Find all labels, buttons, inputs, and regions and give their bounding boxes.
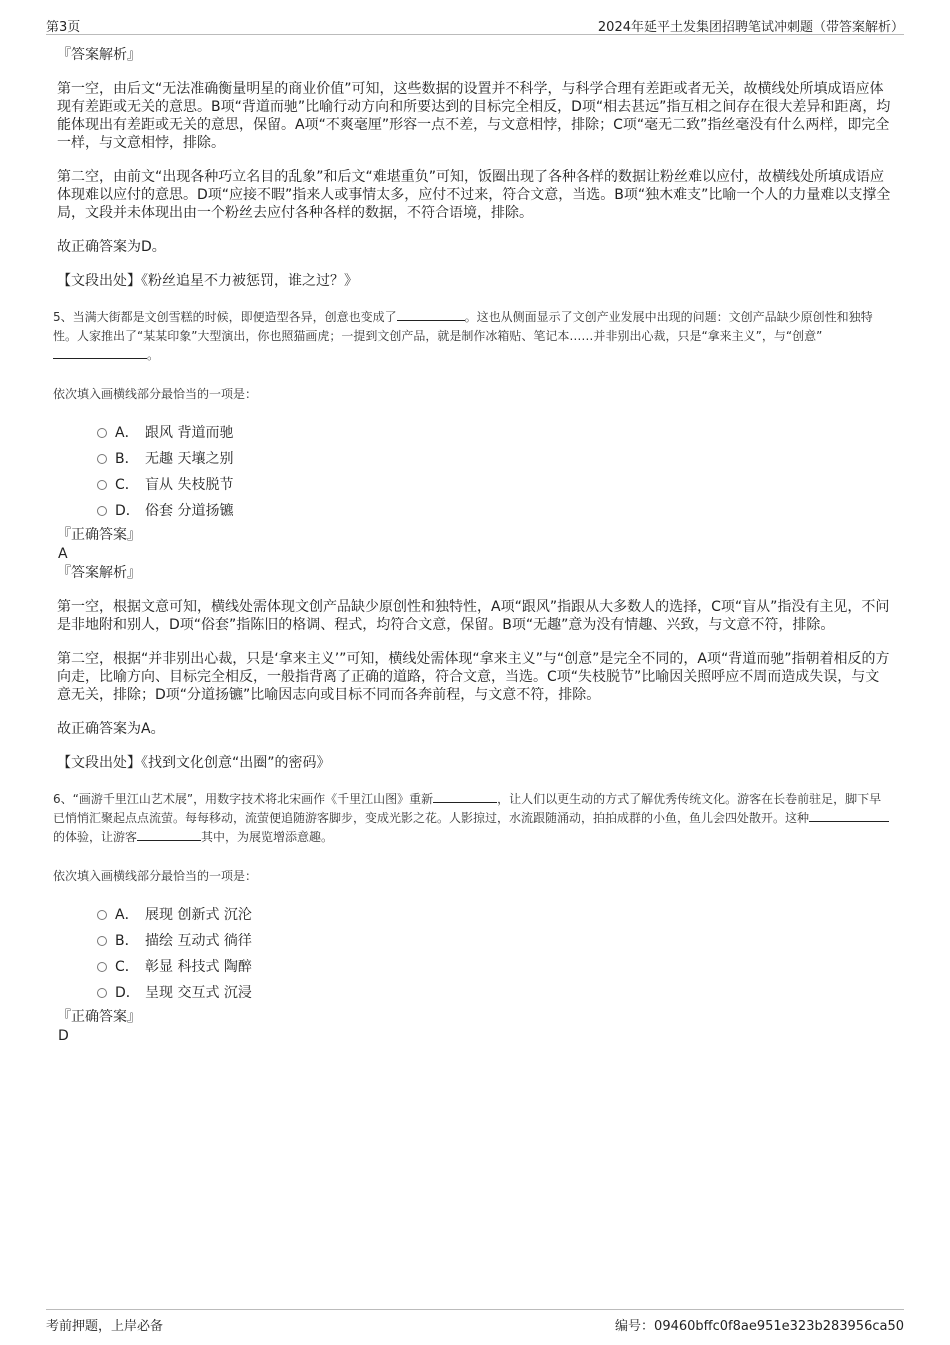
page-header: [46, 14, 904, 35]
q5-options: [57, 420, 893, 524]
q4-analysis-paragraph-2: 第二空，由前文“出现各种巧立名目的乱象”和后文“难堪重负”可知，饭圈出现了各种各样的数据让粉丝难以应付，故横线处所填成语应体现难以应付的意思。D项“应接不暇”指来人或事情太多，应付不过来，符合文意，当选。B项“独木难支”比喻一个人的力量难以支撑全局，文段并未体现出由一个粉丝去应付各种各样的数据，不符合语境，排除。: [57, 169, 891, 221]
q5-blank-2: [53, 346, 147, 359]
q5-analysis-heading: 『答案解析』: [57, 565, 141, 581]
q5-text-middle: 。这也从侧面显示了文创产业发展中出现的问题：文创产品缺少原创性和独特性。人家推出了“某某印象”大型演出，你也照猫画虎；一提到文创产品，就是制作冰箱贴、笔记本……并非别出心裁，只是“拿来主义”，与“创意”: [53, 310, 873, 343]
radio-icon[interactable]: [97, 506, 107, 516]
q6-prompt: 依次填入画横线部分最恰当的一项是：: [53, 869, 258, 883]
radio-icon[interactable]: [97, 480, 107, 490]
q6-blank-2: [809, 809, 889, 822]
q5-answer: A: [58, 546, 68, 562]
q5-text-before: 5、当满大街都是文创雪糕的时候，即便造型各异，创意也变成了: [53, 310, 397, 324]
q5-source: 【文段出处】《找到文化创意“出圈”的密码》: [57, 755, 331, 771]
page-content: [53, 46, 893, 1045]
q5-prompt: 依次填入画横线部分最恰当的一项是：: [53, 387, 258, 401]
footer-code: [615, 1315, 904, 1334]
q6-option-a[interactable]: A． 展现 创新式 沉沦: [57, 902, 893, 928]
radio-icon[interactable]: [97, 936, 107, 946]
q5-option-d[interactable]: D． 俗套 分道扬镳: [57, 498, 893, 524]
footer-code-value: 09460bffc0f8ae951e323b283956ca50: [654, 1319, 904, 1334]
radio-icon[interactable]: [97, 428, 107, 438]
q6-option-b[interactable]: B． 描绘 互动式 徜徉: [57, 928, 893, 954]
q4-analysis-paragraph-1: 第一空，由后文“无法准确衡量明星的商业价值”可知，这些数据的设置并不科学，与科学合理有差距或者无关，故横线处所填成语应体现有差距或无关的意思。B项“背道而驰”比喻行动方向和所要达到的目标完全相反，D项“相去甚远”指互相之间存在很大差异和距离，均能体现出有差距或无关的意思，保留。A项“不爽毫厘”形容一点不差，与文意相悖，排除；C项“毫无二致”指丝毫没有什么两样，即完全一样，与文意相悖，排除。: [57, 81, 891, 151]
q6-question: [53, 790, 893, 847]
q6-text-3: 的体验，让游客: [53, 830, 138, 844]
page-number: 第3页: [46, 20, 81, 35]
q5-analysis-paragraph-2: 第二空，根据“并非别出心裁，只是‘拿来主义’”可知，横线处需体现“拿来主义”与“创意”是完全不同的，A项“背道而驰”指朝着相反的方向走，比喻方向、目标完全相反，一般指背离了正确的道路，符合文意，当选。C项“失枝脱节”比喻因关照呼应不周而造成失误，与文意无关，排除；D项“分道扬镳”比喻因志向或目标不同而各奔前程，与文意不符，排除。: [57, 651, 890, 703]
footer-code-label: 编号：: [615, 1319, 655, 1334]
page-footer: [46, 1309, 904, 1334]
q5-blank-1: [397, 308, 465, 321]
q6-blank-1: [433, 790, 497, 803]
radio-icon[interactable]: [97, 988, 107, 998]
q6-text-2: ，让人们以更生动的方式了解优秀传统文化。游客在长卷前驻足，脚下早已悄悄汇聚起点点流萤。每每移动，流萤便追随游客脚步，变成光影之花。人影掠过，水流跟随涌动，拍拍成群的小鱼，鱼儿会四处散开。这种: [53, 792, 882, 825]
document-title: 2024年延平土发集团招聘笔试冲刺题（带答案解析）: [597, 20, 904, 35]
radio-icon[interactable]: [97, 454, 107, 464]
q6-blank-3: [137, 828, 201, 841]
footer-slogan: 考前押题，上岸必备: [46, 1319, 164, 1334]
q5-question: [53, 308, 893, 365]
q6-options: [57, 902, 893, 1006]
q5-analysis-paragraph-1: 第一空，根据文意可知，横线处需体现文创产品缺少原创性和独特性，A项“跟风”指跟从大多数人的选择，C项“盲从”指没有主见，不问是非地附和别人，D项“俗套”指陈旧的格调、程式，均符合文意，保留。B项“无趣”意为没有情趣、兴致，与文意不符，排除。: [57, 599, 890, 633]
q6-answer-heading: 『正确答案』: [57, 1009, 141, 1025]
radio-icon[interactable]: [97, 910, 107, 920]
q4-analysis-heading: 『答案解析』: [57, 47, 141, 63]
q6-option-c[interactable]: C． 彰显 科技式 陶醉: [57, 954, 893, 980]
radio-icon[interactable]: [97, 962, 107, 972]
q6-text-1: 6、“画游千里江山艺术展”，用数字技术将北宋画作《千里江山图》重新: [53, 792, 434, 806]
q6-option-d[interactable]: D． 呈现 交互式 沉浸: [57, 980, 893, 1006]
q5-conclusion: 故正确答案为A。: [57, 721, 165, 737]
q5-option-a[interactable]: A． 跟风 背道而驰: [57, 420, 893, 446]
q6-text-4: 其中，为展览增添意趣。: [201, 830, 334, 844]
q5-option-b[interactable]: B． 无趣 天壤之别: [57, 446, 893, 472]
q4-source: 【文段出处】《粉丝追星不力被惩罚，谁之过？》: [57, 273, 358, 289]
q5-option-c[interactable]: C． 盲从 失枝脱节: [57, 472, 893, 498]
q5-text-after: 。: [147, 348, 160, 362]
q6-answer: D: [58, 1028, 69, 1044]
q5-answer-heading: 『正确答案』: [57, 527, 141, 543]
q4-conclusion: 故正确答案为D。: [57, 239, 166, 255]
